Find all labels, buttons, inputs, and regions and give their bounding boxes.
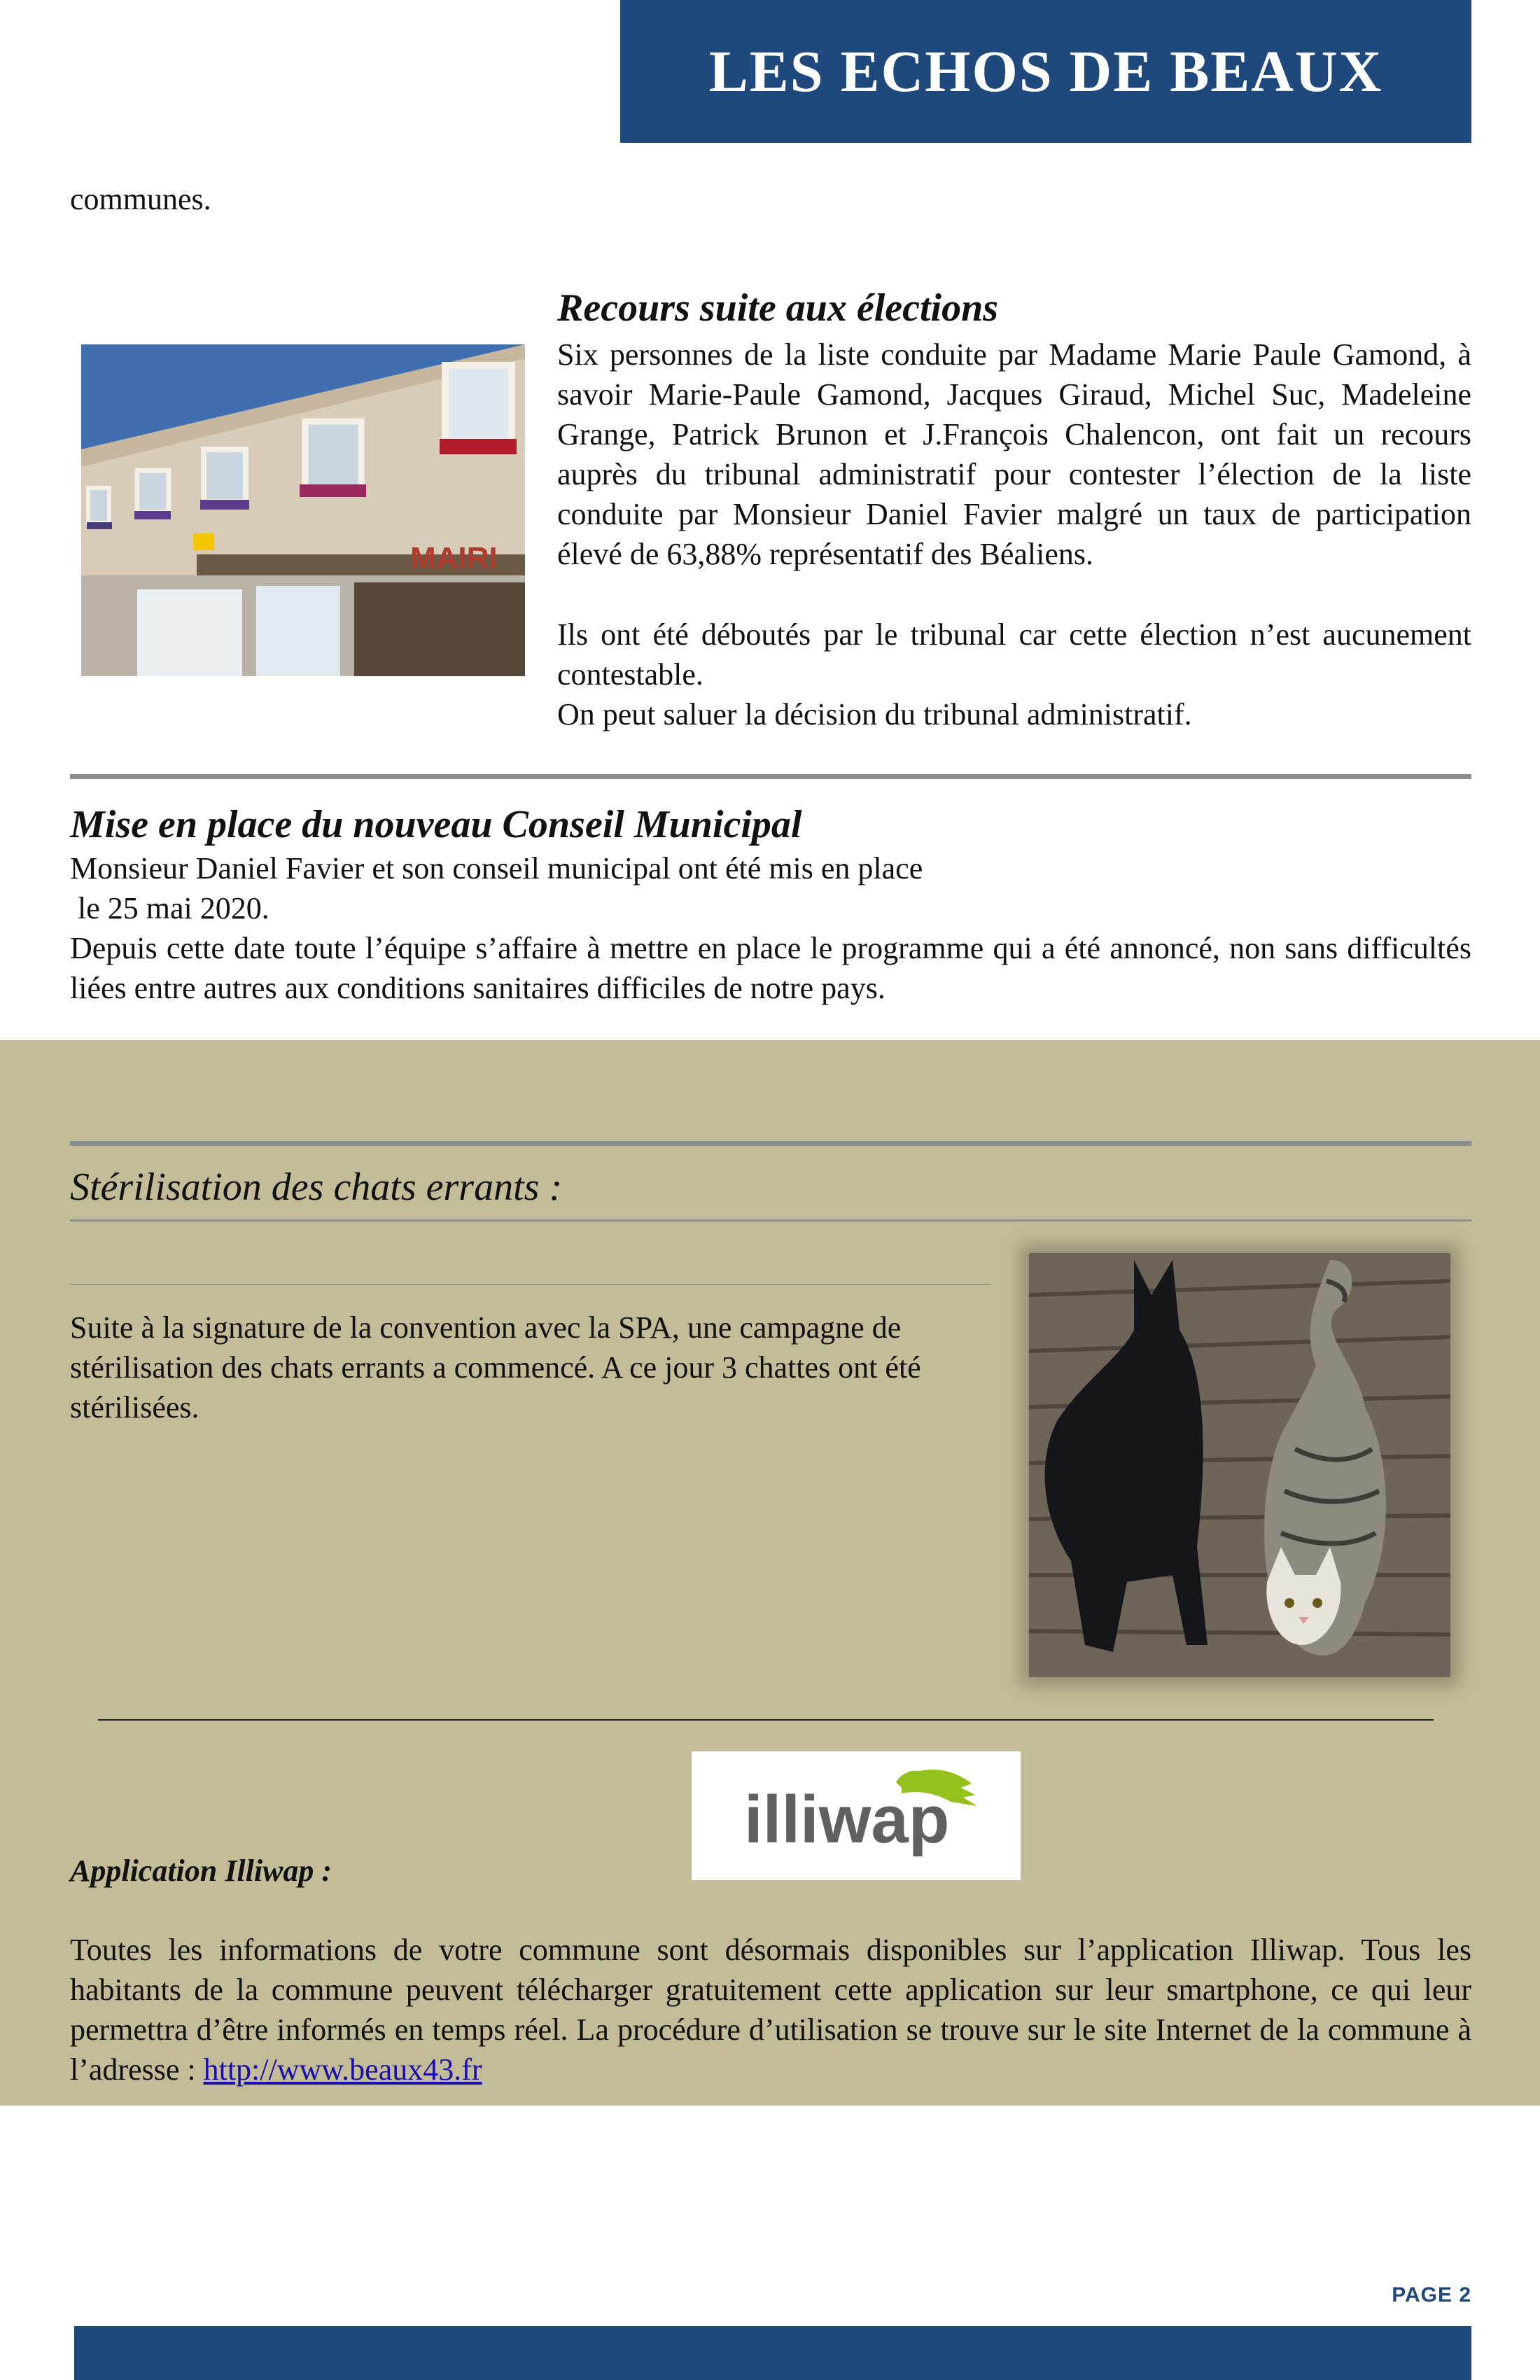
recours-paragraph-3: On peut saluer la décision du tribunal administratif. <box>557 697 1192 732</box>
sterilisation-top-rule <box>70 1141 1471 1146</box>
recours-title: Recours suite aux élections <box>557 286 999 330</box>
footer-bar <box>74 2326 1471 2380</box>
illiwap-logo-text: illiwap <box>744 1782 950 1857</box>
cats-photo <box>1029 1253 1450 1677</box>
illiwap-logo-icon <box>692 1751 1021 1880</box>
intro-text: communes. <box>70 182 211 216</box>
masthead <box>620 0 1471 143</box>
masthead-title: LES ECHOS DE BEAUX <box>708 38 1383 104</box>
mairie-sign: MAIRI <box>410 541 498 575</box>
illiwap-text: Toutes les informations de votre commune sont désormais disponibles sur l’application Illiwap. Tous les habitants de la commune peuvent télécharger gratuitement cette application sur leur smartphone, ce qui leur permettra d’être informés en temps réel. La procédure d’utilisation se trouve sur le site Internet de la commune à l’adresse : <box>70 1933 1471 2087</box>
sterilisation-bottom-rule <box>70 1219 1471 1222</box>
mairie-photo <box>81 344 525 676</box>
illiwap-title: Application Illiwap : <box>70 1854 332 1888</box>
illiwap-separator <box>98 1719 1434 1721</box>
recours-paragraph-2: Ils ont été déboutés par le tribunal car cette élection n’est aucunement contestable. <box>557 617 1471 692</box>
mairie-building-illustration <box>81 344 525 676</box>
commune-website-link[interactable]: http://www.beaux43.fr <box>203 2052 482 2087</box>
cats-illustration <box>1029 1253 1450 1677</box>
recours-paragraph-1: Six personnes de la liste conduite par Madame Marie Paule Gamond, à savoir Marie-Paule Gamond, Jacques Giraud, Michel Suc, Madeleine Grange, Patrick Brunon et J.François Chalencon, ont fait un recours auprès du tribunal administratif pour contester l’élection de la liste conduite par Monsieur Daniel Favier malgré un taux de participation élevé de 63,88% représentatif des Béaliens. <box>557 337 1471 571</box>
section-divider <box>70 774 1471 779</box>
conseil-paragraph: Depuis cette date toute l’équipe s’affaire à mettre en place le programme qui a été annoncé, non sans difficultés liées entre autres aux conditions sanitaires difficiles de notre pays. <box>70 931 1471 1005</box>
sterilisation-thin-rule <box>70 1284 991 1285</box>
illiwap-logo <box>692 1751 1021 1880</box>
sterilisation-paragraph: Suite à la signature de la convention avec la SPA, une campagne de stérilisation des chats errants a commencé. A ce jour 3 chattes ont été stérilisées. <box>70 1310 921 1424</box>
conseil-title: Mise en place du nouveau Conseil Municipal <box>70 803 802 846</box>
sterilisation-title: Stérilisation des chats errants : <box>70 1166 563 1209</box>
page-number: PAGE 2 <box>1392 2283 1471 2306</box>
conseil-line-2: le 25 mai 2020. <box>70 891 270 925</box>
illiwap-paragraph <box>70 1930 1471 2090</box>
conseil-line-1: Monsieur Daniel Favier et son conseil municipal ont été mis en place <box>70 851 923 886</box>
